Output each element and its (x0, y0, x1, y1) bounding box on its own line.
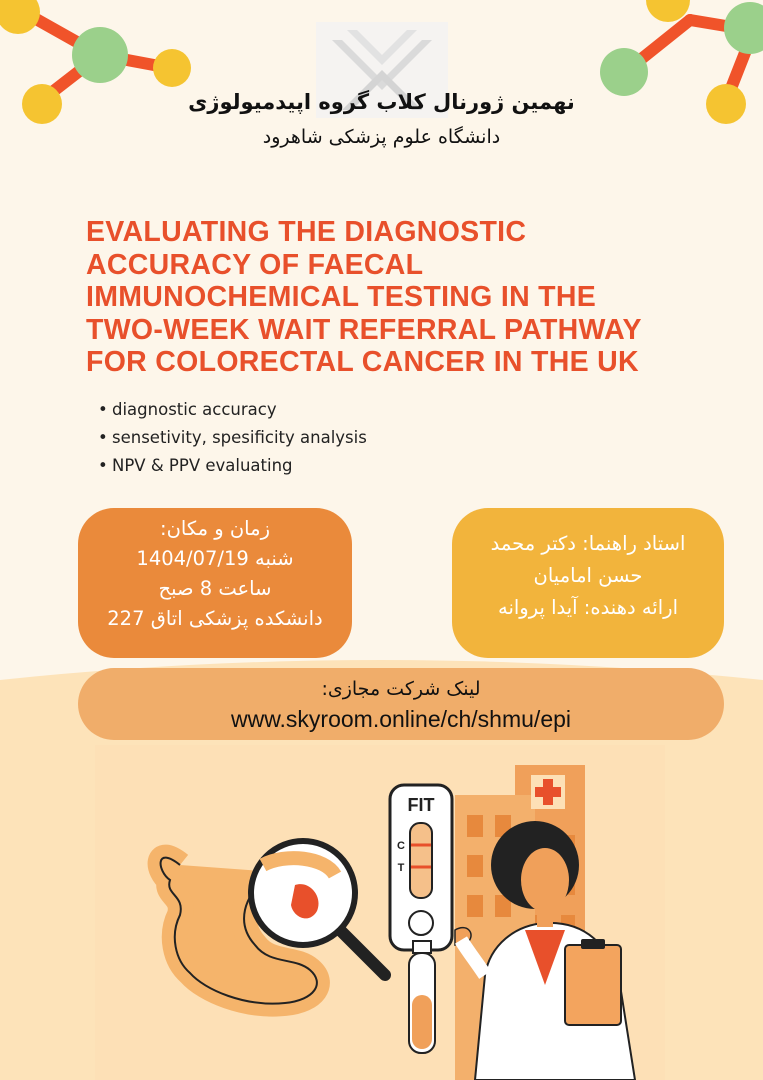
article-title-line: TWO-WEEK WAIT REFERRAL PATHWAY (86, 313, 642, 346)
c-label: C (397, 840, 405, 852)
bullet-text: diagnostic accuracy (112, 400, 277, 419)
supervisor-line: حسن امامیان (533, 564, 643, 587)
bullet-text: NPV & PPV evaluating (112, 456, 293, 475)
article-title-line: FOR COLORECTAL CANCER IN THE UK (86, 346, 639, 378)
online-link-url[interactable]: www.skyroom.online/ch/shmu/epi (230, 706, 572, 732)
online-link-pill (78, 668, 724, 740)
bullet-item (98, 454, 367, 482)
molecule-left-decoration (0, 0, 200, 140)
fit-label: FIT (407, 795, 435, 815)
article-title-line: EVALUATING THE DIAGNOSTIC (86, 216, 527, 248)
time-place-heading: زمان و مکان: (160, 517, 270, 540)
bullet-text: sensetivity, spesificity analysis (112, 428, 367, 447)
time-place-box (78, 508, 352, 658)
bullet-item (98, 426, 367, 454)
bullet-item (98, 398, 367, 426)
university-name: دانشگاه علوم پزشکی شاهرود (262, 126, 501, 148)
event-date: شنبه 1404/07/19 (136, 547, 294, 570)
topic-bullet-list (98, 398, 367, 482)
online-link-label: لینک شرکت مجازی: (321, 678, 481, 700)
t-label: T (397, 862, 405, 874)
bullet-dot-icon: • (98, 428, 108, 447)
molecule-right-decoration (590, 0, 763, 140)
supervisor-line: استاد راهنما: دکتر محمد (490, 532, 686, 555)
article-title-line: IMMUNOCHEMICAL TESTING IN THE (86, 281, 597, 313)
illustration-scene (95, 745, 665, 1080)
presenter-line: ارائه دهنده: آیدا پروانه (497, 596, 678, 619)
article-title (86, 216, 686, 379)
bullet-dot-icon: • (98, 400, 108, 419)
event-place: دانشکده پزشکی اتاق 227 (107, 607, 323, 630)
bullet-dot-icon: • (98, 456, 108, 475)
journal-club-title: نهمین ژورنال کلاب گروه اپیدمیولوژی (188, 90, 575, 114)
article-title-line: ACCURACY OF FAECAL (86, 248, 424, 281)
people-box (452, 508, 724, 658)
event-time: ساعت 8 صبح (158, 577, 272, 600)
